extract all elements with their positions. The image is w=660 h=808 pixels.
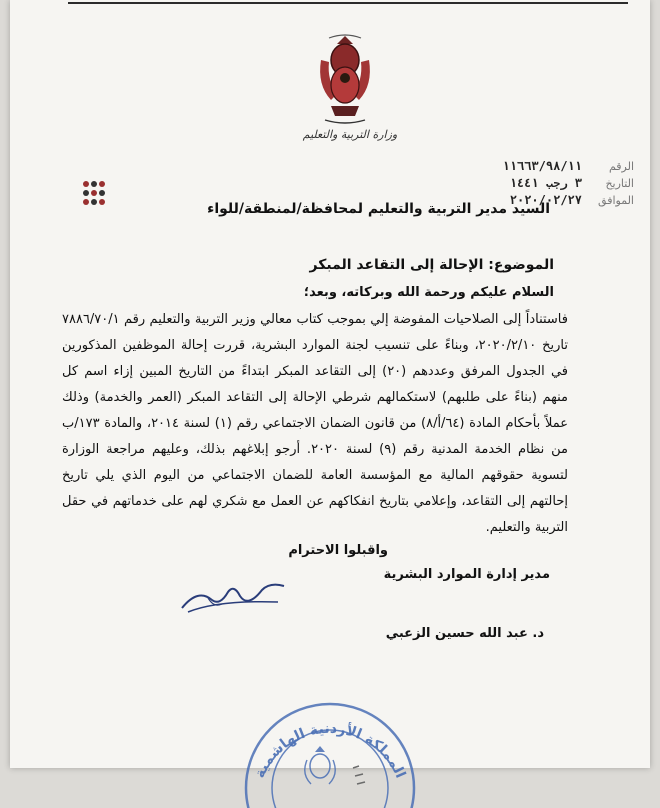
- ref-label: الرقم: [608, 160, 634, 173]
- hijri-label: التاريخ: [605, 177, 634, 190]
- greg-label: الموافق: [598, 194, 634, 207]
- letter-page: [10, 0, 650, 781]
- closing-line: واقبلوا الاحترام: [288, 543, 388, 558]
- greeting-line: السلام عليكم ورحمة الله وبركاته، وبعد؛: [303, 285, 554, 300]
- signatory-name: د. عبد الله حسين الزعبي: [385, 626, 544, 641]
- stamp-crest-icon: [305, 746, 336, 784]
- signature-icon: [178, 578, 288, 618]
- hijri-value: ٣ رجب ١٤٤١: [509, 176, 582, 190]
- greg-value: ٢٠٢٠/٠٢/٢٧: [509, 193, 582, 207]
- stamp-text: المملكة الأردنية الهاشمية: [251, 720, 409, 781]
- ref-value: ١١٦٦٣/٩٨/١١: [502, 159, 582, 173]
- crest-icon: [315, 30, 375, 128]
- official-stamp: [235, 668, 425, 808]
- ministry-title: وزارة التربية والتعليم: [302, 128, 398, 141]
- side-logo: [72, 170, 152, 220]
- recipient-line: السيد مدير التربية والتعليم لمحافظة/لمنطقة/للواء: [207, 201, 550, 217]
- letter-body: فاستناداً إلى الصلاحيات المفوضة إلي بموجب كتاب معالي وزير التربية والتعليم رقم ٧٨٨٦/٧٠/١ تاريخ ٢٠٢٠/٢/١٠، وبناءً على تنسيب لجنة الموارد البشرية، قررت إحالة الموظفين المذكورين في الجدول المرفق وعددهم (٢٠) إلى التقاعد المبكر ابتداءً من التاريخ المبين إزاء اسم كل منهم (بناءً على طلبهم) لاستكمالهم شرطي الإحالة إلى التقاعد المبكر (العمر والخدمة) وذلك عملاً بأحكام المادة (٦٤/أ/٨) من قانون الضمان الاجتماعي رقم (١) لسنة ٢٠١٤، والمادة ١٧٣/ب من نظام الخدمة المدنية رقم (٩) لسنة ٢٠٢٠. أرجو إبلاغهم بذلك، وعليهم مراجعة الوزارة لتسوية حقوقهم المالية مع المؤسسة العامة للضمان الاجتماعي من اليوم الذي يلي تاريخ إحالتهم إلى التقاعد، وإعلامي بتاريخ انفكاكهم عن العمل مع شكري لهم على خدماتهم في حقل التربية والتعليم.: [62, 312, 568, 535]
- signatory-title: مدير إدارة الموارد البشرية: [383, 567, 550, 582]
- subject-line: الموضوع: الإحالة إلى التقاعد المبكر: [309, 257, 554, 273]
- logo-dots-icon: [76, 176, 112, 212]
- top-rule: [68, 2, 628, 4]
- ref-number-row: [394, 158, 634, 175]
- hijri-date-row: [394, 175, 634, 192]
